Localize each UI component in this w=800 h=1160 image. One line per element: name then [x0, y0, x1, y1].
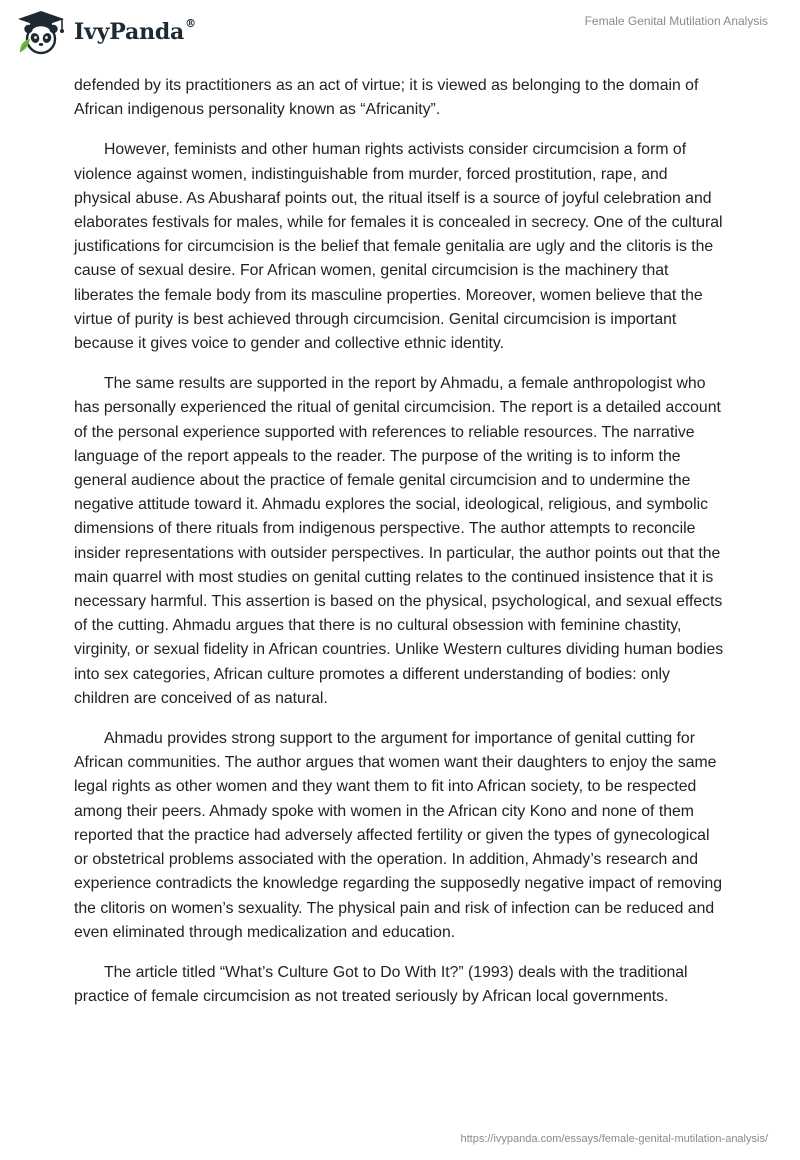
source-url-link[interactable]: https://ivypanda.com/essays/female-genital-mutilation-analysis/ — [460, 1133, 768, 1145]
logo-name: IvyPanda — [74, 19, 185, 45]
logo-wordmark — [74, 19, 196, 45]
panda-graduate-icon — [14, 8, 68, 56]
paragraph: However, feminists and other human rights activists consider circumcision a form of violence against women, indistinguishable from murder, forced prostitution, rape, and physical abuse. As Abusharaf points out, the ritual itself is a source of joyful celebration and elaborates festivals for males, while for females it is concealed in secrecy. One of the cultural justifications for circumcision is the belief that female genitalia are ugly and the clitoris is the cause of sexual desire. For African women, genital circumcision is the machinery that liberates the female body from its masculine properties. Moreover, women believe that the virtue of purity is best achieved through circumcision. Genital circumcision is important because it gives voice to gender and collective ethnic identity. — [74, 141, 723, 353]
paragraph: The same results are supported in the report by Ahmadu, a female anthropologist who has personally experienced the ritual of genital circumcision. The report is a detailed account of the personal experience supported with references to reliable resources. The narrative language of the report appeals to the reader. The purpose of the writing is to inform the general audience about the practice of female genital circumcision and to undermine the negative attitude toward it. Ahmadu explores the social, ideological, religious, and symbolic dimensions of there rituals from indigenous perspective. The author attempts to reconcile insider representations with outsider perspectives. In particular, the author points out that the main quarrel with most studies on genital cutting relates to the continued insistence that it is necessary harmful. This assertion is based on the physical, psychological, and sexual effects of the cutting. Ahmadu argues that there is no cultural obsession with feminine chastity, virginity, or sexual fidelity in African countries. Unlike Western cultures dividing human bodies into sex categories, African culture promotes a different understanding of bodies: only children are conceived of as natural. — [74, 375, 724, 707]
ivypanda-logo[interactable] — [14, 8, 196, 56]
document-title: Female Genital Mutilation Analysis — [584, 14, 768, 28]
page-header — [0, 0, 800, 64]
registered-mark: ® — [185, 17, 196, 30]
paragraph-continued: defended by its practitioners as an act of virtue; it is viewed as belonging to the domain of African indigenous personality known as “Africanity”. — [74, 77, 699, 119]
paragraph: Ahmadu provides strong support to the argument for importance of genital cutting for African communities. The author argues that women want their daughters to enjoy the same legal rights as other women and they want them to fit into African society, to be respected among their peers. Ahmady spoke with women in the African city Kono and none of them reported that the practice had adversely affected fertility or given the types of gynecological or obstetrical problems associated with the operation. In addition, Ahmady’s research and experience contradicts the knowledge regarding the supposedly negative impact of removing the clitoris on women’s sexuality. The physical pain and risk of infection can be reduced and even eliminated through medicalization and education. — [74, 730, 723, 941]
essay-body — [74, 74, 726, 1025]
paragraph: The article titled “What’s Culture Got to Do With It?” (1993) deals with the traditional practice of female circumcision as not treated seriously by African local governments. — [74, 963, 688, 1006]
